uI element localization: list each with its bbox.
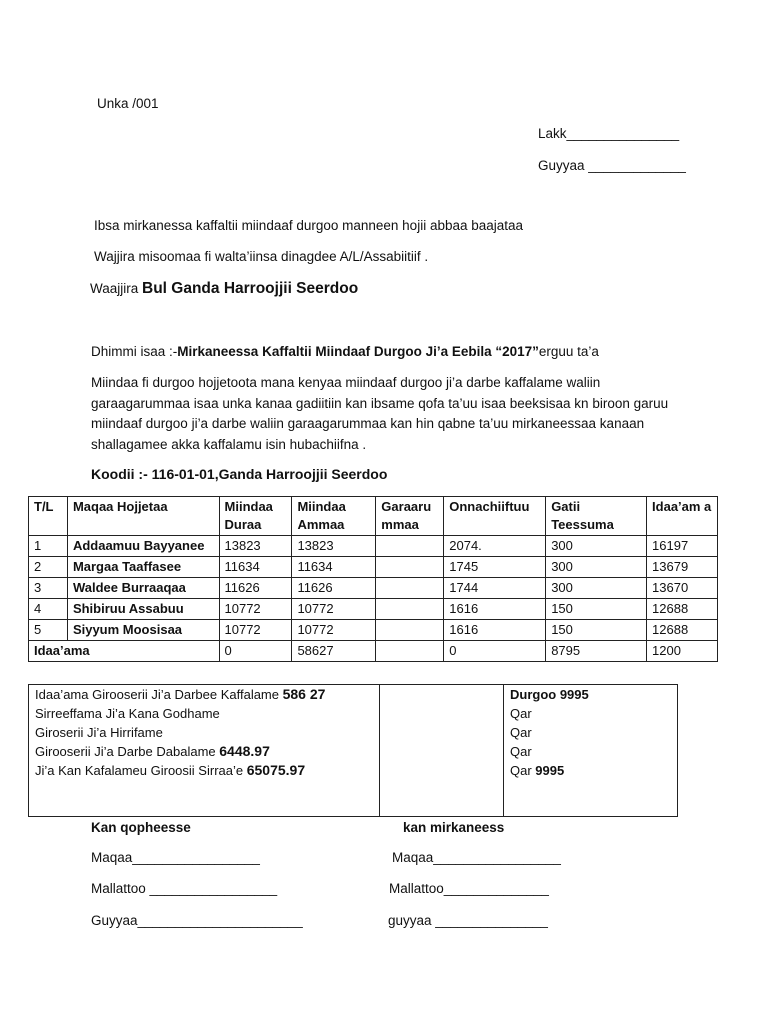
approved-signature-field: Mallattoo______________ bbox=[389, 881, 549, 896]
summary-left bbox=[35, 685, 325, 780]
subject-suffix: erguu ta’a bbox=[538, 344, 599, 359]
summary-line: Giroserii Ji’a Hirrifame bbox=[35, 725, 163, 740]
salary-table bbox=[28, 496, 718, 662]
approved-name-field: Maqaa_________________ bbox=[392, 850, 561, 865]
table-row bbox=[29, 620, 718, 641]
cell-diff bbox=[376, 536, 444, 557]
col-header-work: Onnachiiftuu bbox=[444, 497, 546, 536]
table-row bbox=[29, 557, 718, 578]
cell-diff bbox=[376, 578, 444, 599]
col-header-tax: Gatii Teessuma bbox=[546, 497, 647, 536]
cell-tl: 2 bbox=[29, 557, 68, 578]
cell-tl: 4 bbox=[29, 599, 68, 620]
body-paragraph: Miindaa fi durgoo hojjetoota mana kenyaa miindaaf durgoo ji’a darbe kaffalame waliin garaagarummaa isaa unka kanaa gadiitiin kan ibsame qofa ta’uu isaa beeksisaa kn biroon garuu miindaaf durgoo ji’a darbe waliin garaagarummaa kan hin qabne ta’uu mirkaneessaa kanaan shallagamee akka kaffalamu isin hubachiifna . bbox=[91, 375, 669, 452]
cell-name: Waldee Burraaqaa bbox=[67, 578, 219, 599]
date-field: Guyyaa _____________ bbox=[538, 158, 686, 173]
lakk-field: Lakk_______________ bbox=[538, 126, 680, 141]
cell-work: 2074. bbox=[444, 536, 546, 557]
summary-line: Girooserii Ji’a Darbe Dabalame 6448.97 bbox=[35, 743, 270, 759]
cell-curr: 13823 bbox=[292, 536, 376, 557]
summary-line: Sirreeffama Ji’a Kana Godhame bbox=[35, 706, 220, 721]
cell-tl: 5 bbox=[29, 620, 68, 641]
totals-prev: 0 bbox=[219, 641, 292, 662]
cell-curr: 11626 bbox=[292, 578, 376, 599]
summary-divider bbox=[503, 685, 504, 816]
cell-prev: 13823 bbox=[219, 536, 292, 557]
approved-date-field: guyyaa _______________ bbox=[388, 913, 548, 928]
summary-box bbox=[28, 684, 678, 817]
cell-total: 13679 bbox=[647, 557, 718, 578]
summary-right bbox=[510, 685, 589, 780]
totals-curr: 58627 bbox=[292, 641, 376, 662]
cell-prev: 10772 bbox=[219, 599, 292, 620]
cell-work: 1616 bbox=[444, 620, 546, 641]
summary-qar: Qar bbox=[510, 725, 532, 740]
cell-tax: 300 bbox=[546, 536, 647, 557]
cell-work: 1745 bbox=[444, 557, 546, 578]
prepared-name-field: Maqaa_________________ bbox=[91, 850, 260, 865]
summary-line: Idaa’ama Girooserii Ji’a Darbee Kaffalame 586 27 bbox=[35, 686, 326, 702]
summary-qar: Qar bbox=[510, 706, 532, 721]
totals-diff bbox=[376, 641, 444, 662]
cell-prev: 11634 bbox=[219, 557, 292, 578]
col-header-total: Idaa’am a bbox=[647, 497, 718, 536]
table-row bbox=[29, 599, 718, 620]
col-header-diff: Garaaru mmaa bbox=[376, 497, 444, 536]
col-header-tl: T/L bbox=[29, 497, 68, 536]
col-header-name: Maqaa Hojjetaa bbox=[67, 497, 219, 536]
totals-label: Idaa’ama bbox=[29, 641, 220, 662]
cell-tl: 1 bbox=[29, 536, 68, 557]
cell-name: Shibiruu Assabuu bbox=[67, 599, 219, 620]
cell-total: 16197 bbox=[647, 536, 718, 557]
cell-name: Siyyum Moosisaa bbox=[67, 620, 219, 641]
cell-curr: 10772 bbox=[292, 620, 376, 641]
recipient-name: Bul Ganda Harroojjii Seerdoo bbox=[142, 280, 359, 297]
totals-tax: 8795 bbox=[546, 641, 647, 662]
summary-line: Ji’a Kan Kafalameu Giroosii Sirraa’e 65075.97 bbox=[35, 762, 306, 778]
cell-diff bbox=[376, 557, 444, 578]
table-row bbox=[29, 536, 718, 557]
table-header-row bbox=[29, 497, 718, 536]
totals-total: 1200 bbox=[647, 641, 718, 662]
prepared-date-field: Guyyaa______________________ bbox=[91, 913, 303, 928]
cell-work: 1616 bbox=[444, 599, 546, 620]
cell-curr: 11634 bbox=[292, 557, 376, 578]
approved-by-title: kan mirkaneess bbox=[403, 820, 505, 835]
cell-name: Margaa Taaffasee bbox=[67, 557, 219, 578]
summary-qar: Qar bbox=[510, 744, 532, 759]
summary-divider bbox=[379, 685, 380, 816]
col-header-prev: Miindaa Duraa bbox=[219, 497, 292, 536]
cell-name: Addaamuu Bayyanee bbox=[67, 536, 219, 557]
cell-diff bbox=[376, 599, 444, 620]
table-row bbox=[29, 578, 718, 599]
document-reference: Unka /001 bbox=[97, 96, 159, 111]
cell-total: 12688 bbox=[647, 599, 718, 620]
cell-work: 1744 bbox=[444, 578, 546, 599]
cell-prev: 10772 bbox=[219, 620, 292, 641]
cell-tax: 300 bbox=[546, 557, 647, 578]
subject-line bbox=[91, 344, 599, 359]
summary-durgoo: Durgoo 9995 bbox=[510, 687, 589, 702]
subject-prefix: Dhimmi isaa :- bbox=[91, 344, 178, 359]
recipient-line bbox=[90, 280, 358, 298]
cell-tax: 150 bbox=[546, 599, 647, 620]
cell-tax: 150 bbox=[546, 620, 647, 641]
intro-line-1: Ibsa mirkanessa kaffaltii miindaaf durgoo manneen hojii abbaa baajataa bbox=[94, 218, 524, 233]
cell-diff bbox=[376, 620, 444, 641]
intro-line-2: Wajjira misoomaa fi walta’iinsa dinagdee A/L/Assabiitiif . bbox=[94, 249, 429, 264]
totals-work: 0 bbox=[444, 641, 546, 662]
recipient-prefix: Waajjira bbox=[90, 281, 143, 296]
cell-tax: 300 bbox=[546, 578, 647, 599]
code-line: Koodii :- 116-01-01,Ganda Harroojjii Seerdoo bbox=[91, 466, 388, 482]
col-header-curr: Miindaa Ammaa bbox=[292, 497, 376, 536]
summary-qar: Qar 9995 bbox=[510, 763, 565, 778]
cell-curr: 10772 bbox=[292, 599, 376, 620]
prepared-by-title: Kan qopheesse bbox=[91, 820, 191, 835]
cell-tl: 3 bbox=[29, 578, 68, 599]
cell-total: 12688 bbox=[647, 620, 718, 641]
cell-prev: 11626 bbox=[219, 578, 292, 599]
subject-title: Mirkaneessa Kaffaltii Miindaaf Durgoo Ji’a Eebila “2017” bbox=[177, 344, 539, 359]
totals-row bbox=[29, 641, 718, 662]
prepared-signature-field: Mallattoo _________________ bbox=[91, 881, 278, 896]
cell-total: 13670 bbox=[647, 578, 718, 599]
